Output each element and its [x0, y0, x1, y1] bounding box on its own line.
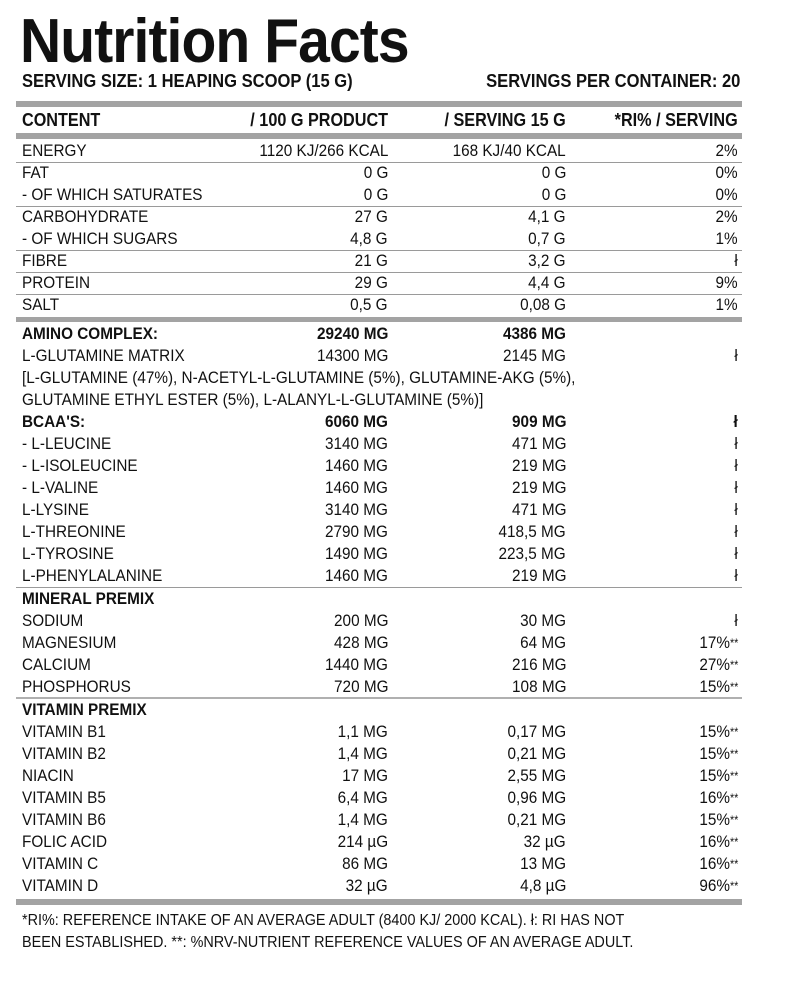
- table-row: [16, 228, 742, 250]
- table-row: [16, 787, 742, 809]
- row-name: PROTEIN: [22, 273, 91, 292]
- row-name: VITAMIN B1: [22, 722, 106, 741]
- nrv-marker: **: [729, 725, 738, 739]
- row-name: VITAMIN B6: [22, 810, 106, 829]
- table-row: [16, 184, 742, 206]
- divider-bar: [16, 899, 742, 905]
- row-ri: [699, 831, 738, 853]
- nrv-marker: **: [729, 791, 738, 805]
- row-per-100g: 0 G: [363, 185, 388, 204]
- row-name: - L-LEUCINE: [22, 434, 112, 453]
- ri-value: ł: [734, 611, 738, 630]
- row-name: NIACIN: [22, 766, 74, 785]
- row-per-serving: 0,21 MG: [507, 810, 566, 829]
- row-ri: [735, 499, 738, 521]
- ri-value: ł: [734, 251, 738, 270]
- row-name: FAT: [22, 163, 49, 182]
- row-ri: [699, 743, 738, 765]
- row-ri: ł: [733, 412, 738, 431]
- table-row: [16, 610, 742, 632]
- nrv-marker: **: [729, 680, 738, 694]
- row-ri: [716, 228, 738, 250]
- row-ri: [735, 433, 738, 455]
- row-per-100g: 1460 MG: [325, 456, 388, 475]
- row-ri: [716, 162, 738, 184]
- table-row: [16, 543, 742, 565]
- table-row: [16, 875, 742, 897]
- row-per-100g: 0,5 G: [350, 295, 388, 314]
- section-heading: MINERAL PREMIX: [22, 589, 155, 608]
- section-heading: VITAMIN PREMIX: [22, 700, 147, 719]
- ri-value: 15%: [698, 766, 730, 785]
- page-title: Nutrition Facts: [20, 7, 409, 76]
- row-ri: [699, 787, 738, 809]
- row-per-serving: 0,21 MG: [507, 744, 566, 763]
- row-per-100g: 32 µG: [346, 876, 388, 895]
- row-name: SODIUM: [22, 611, 84, 630]
- serving-info: [22, 70, 740, 92]
- table-row: [16, 521, 742, 543]
- ri-value: 1%: [715, 229, 738, 248]
- glutamine-row: [16, 345, 742, 367]
- row-name: ENERGY: [22, 141, 87, 160]
- row-per-100g: 29 G: [354, 273, 388, 292]
- glutamine-detail-line-1: [L-GLUTAMINE (47%), N-ACETYL-L-GLUTAMINE (5%), GLUTAMINE-AKG (5%),: [22, 368, 576, 387]
- glutamine-detail: [16, 389, 742, 411]
- row-per-serving: 168 KJ/40 KCAL: [452, 141, 566, 160]
- row-per-serving: 471 MG: [511, 434, 566, 453]
- row-per-serving: 3,2 G: [528, 251, 566, 270]
- row-per-serving: 0,08 G: [520, 295, 566, 314]
- row-name: FIBRE: [22, 251, 68, 270]
- row-per-100g: 720 MG: [333, 677, 388, 696]
- ri-value: ł: [734, 500, 738, 519]
- table-row: [16, 162, 742, 184]
- row-name: - L-ISOLEUCINE: [22, 456, 138, 475]
- row-per-100g: 29240 MG: [316, 324, 388, 343]
- table-row: [16, 654, 742, 676]
- row-name: L-THREONINE: [22, 522, 126, 541]
- row-ri: [716, 184, 738, 206]
- row-name: L-TYROSINE: [22, 544, 114, 563]
- row-per-100g: 1490 MG: [325, 544, 388, 563]
- ri-value: 15%: [698, 722, 730, 741]
- row-per-serving: 219 MG: [511, 478, 566, 497]
- amino-complex-row: [16, 323, 742, 345]
- row-name: VITAMIN B2: [22, 744, 106, 763]
- vitamin-premix-heading: [16, 699, 742, 721]
- table-row: [16, 743, 742, 765]
- row-name: - OF WHICH SATURATES: [22, 185, 203, 204]
- nrv-marker: **: [729, 879, 738, 893]
- ri-value: 0%: [715, 185, 738, 204]
- ri-value: 2%: [715, 141, 738, 160]
- ri-value: 15%: [698, 677, 730, 696]
- row-per-100g: 17 MG: [342, 766, 388, 785]
- ri-value: 16%: [698, 788, 730, 807]
- header-content: CONTENT: [22, 110, 101, 130]
- row-ri: [735, 543, 738, 565]
- row-per-serving: 418,5 MG: [498, 522, 566, 541]
- divider-bar: [16, 317, 742, 322]
- serving-size: SERVING SIZE: 1 HEAPING SCOOP (15 G): [22, 71, 353, 91]
- ri-value: ł: [734, 566, 738, 585]
- row-ri: [699, 632, 738, 654]
- bcaa-row: [16, 411, 742, 433]
- row-ri: [735, 477, 738, 499]
- row-per-serving: 64 MG: [520, 633, 566, 652]
- row-per-serving: 216 MG: [511, 655, 566, 674]
- footnote-line-2: BEEN ESTABLISHED. **: %NRV-NUTRIENT REFERENCE VALUES OF AN AVERAGE ADULT.: [22, 934, 634, 951]
- row-per-100g: 1,4 MG: [337, 744, 388, 763]
- nrv-marker: **: [729, 813, 738, 827]
- row-per-serving: 471 MG: [511, 500, 566, 519]
- table-header: [16, 109, 742, 131]
- table-row: [16, 853, 742, 875]
- ri-value: 15%: [698, 810, 730, 829]
- table-row: [16, 477, 742, 499]
- ri-value: ł: [734, 456, 738, 475]
- table-row: [16, 809, 742, 831]
- row-name: SALT: [22, 295, 60, 314]
- divider-bar: [16, 133, 742, 139]
- row-per-serving: 223,5 MG: [498, 544, 566, 563]
- ri-value: ł: [734, 434, 738, 453]
- nrv-marker: **: [729, 769, 738, 783]
- table-row: [16, 455, 742, 477]
- row-per-serving: 13 MG: [520, 854, 566, 873]
- table-row: [16, 721, 742, 743]
- row-ri: [699, 875, 738, 897]
- ri-value: ł: [734, 478, 738, 497]
- row-name: CALCIUM: [22, 655, 91, 674]
- row-per-100g: 6060 MG: [325, 412, 388, 431]
- row-ri: [699, 809, 738, 831]
- row-ri: [716, 294, 738, 316]
- row-per-serving: 4,4 G: [528, 273, 566, 292]
- ri-value: ł: [734, 522, 738, 541]
- table-row: [16, 676, 742, 698]
- row-name: BCAA'S:: [22, 412, 86, 431]
- row-name: L-PHENYLALANINE: [22, 566, 163, 585]
- row-per-100g: 3140 MG: [325, 500, 388, 519]
- row-ri: [699, 721, 738, 743]
- row-per-100g: 200 MG: [333, 611, 388, 630]
- row-per-serving: 0,17 MG: [507, 722, 566, 741]
- row-per-100g: 1440 MG: [325, 655, 388, 674]
- nrv-marker: **: [729, 747, 738, 761]
- ri-value: 15%: [698, 744, 730, 763]
- row-name: AMINO COMPLEX:: [22, 324, 158, 343]
- row-per-100g: 2790 MG: [325, 522, 388, 541]
- row-per-serving: 909 MG: [511, 412, 566, 431]
- row-name: VITAMIN D: [22, 876, 99, 895]
- table-row: [16, 831, 742, 853]
- row-name: PHOSPHORUS: [22, 677, 131, 696]
- ri-value: 27%: [698, 655, 730, 674]
- row-name: MAGNESIUM: [22, 633, 117, 652]
- table-row: [16, 250, 742, 272]
- row-ri: [735, 455, 738, 477]
- row-per-serving: 0,96 MG: [507, 788, 566, 807]
- row-per-serving: 2,55 MG: [507, 766, 566, 785]
- row-per-serving: 4,8 µG: [519, 876, 566, 895]
- row-per-100g: 1,4 MG: [337, 810, 388, 829]
- ri-value: 16%: [698, 854, 730, 873]
- row-ri: ł: [734, 346, 738, 365]
- row-per-100g: 3140 MG: [325, 434, 388, 453]
- row-per-serving: 0,7 G: [528, 229, 566, 248]
- row-name: VITAMIN C: [22, 854, 99, 873]
- ri-value: ł: [734, 544, 738, 563]
- ri-value: 0%: [715, 163, 738, 182]
- row-per-serving: 219 MG: [511, 566, 566, 585]
- mineral-premix-heading: [16, 588, 742, 610]
- servings-per-container: SERVINGS PER CONTAINER: 20: [485, 71, 740, 91]
- table-row: [16, 140, 742, 162]
- row-ri: [716, 272, 738, 294]
- row-per-100g: 14300 MG: [316, 346, 388, 365]
- ri-value: 2%: [715, 207, 738, 226]
- row-per-100g: 428 MG: [333, 633, 388, 652]
- row-per-100g: 4,8 G: [350, 229, 388, 248]
- row-per-100g: 27 G: [354, 207, 388, 226]
- row-name: L-GLUTAMINE MATRIX: [22, 346, 185, 365]
- footnote-line-1: *RI%: REFERENCE INTAKE OF AN AVERAGE ADULT (8400 KJ/ 2000 KCAL). ł: RI HAS NOT: [22, 912, 625, 929]
- row-per-serving: 219 MG: [511, 456, 566, 475]
- row-name: VITAMIN B5: [22, 788, 106, 807]
- row-per-100g: 1,1 MG: [337, 722, 388, 741]
- row-per-serving: 32 µG: [524, 832, 566, 851]
- row-name: - L-VALINE: [22, 478, 99, 497]
- glutamine-detail-line-2: GLUTAMINE ETHYL ESTER (5%), L-ALANYL-L-GLUTAMINE (5%)]: [22, 390, 484, 409]
- row-ri: [735, 565, 738, 587]
- ri-value: 17%: [698, 633, 730, 652]
- row-per-100g: 1460 MG: [325, 478, 388, 497]
- nrv-marker: **: [729, 658, 738, 672]
- row-name: CARBOHYDRATE: [22, 207, 149, 226]
- row-per-100g: 86 MG: [342, 854, 388, 873]
- ri-value: 16%: [698, 832, 730, 851]
- nrv-marker: **: [729, 835, 738, 849]
- row-per-serving: 2145 MG: [503, 346, 566, 365]
- row-ri: [699, 654, 738, 676]
- row-per-serving: 30 MG: [520, 611, 566, 630]
- header-ri: *RI% / SERVING: [614, 110, 738, 130]
- row-per-serving: 0 G: [541, 163, 566, 182]
- table-row: [16, 294, 742, 316]
- row-per-serving: 0 G: [541, 185, 566, 204]
- row-ri: [699, 853, 738, 875]
- table-row: [16, 765, 742, 787]
- ri-value: 96%: [698, 876, 730, 895]
- row-name: L-LYSINE: [22, 500, 89, 519]
- row-ri: [716, 140, 738, 162]
- row-per-100g: 0 G: [363, 163, 388, 182]
- table-row: [16, 565, 742, 587]
- row-name: FOLIC ACID: [22, 832, 108, 851]
- glutamine-detail: [16, 367, 742, 389]
- table-row: [16, 499, 742, 521]
- row-per-serving: 108 MG: [511, 677, 566, 696]
- row-ri: [735, 250, 738, 272]
- row-per-serving: 4386 MG: [503, 324, 566, 343]
- header-per-serving: / SERVING 15 G: [444, 110, 566, 130]
- row-ri: [699, 676, 738, 698]
- row-ri: [735, 610, 738, 632]
- table-row: [16, 206, 742, 228]
- ri-value: 1%: [715, 295, 738, 314]
- nrv-marker: **: [729, 857, 738, 871]
- header-per-100g: / 100 G PRODUCT: [250, 110, 388, 130]
- row-per-100g: 214 µG: [337, 832, 388, 851]
- row-per-100g: 1120 KJ/266 KCAL: [258, 141, 388, 160]
- row-per-serving: 4,1 G: [528, 207, 566, 226]
- table-row: [16, 272, 742, 294]
- row-per-100g: 6,4 MG: [337, 788, 388, 807]
- table-row: [16, 433, 742, 455]
- row-ri: [716, 206, 738, 228]
- row-per-100g: 1460 MG: [325, 566, 388, 585]
- nrv-marker: **: [729, 636, 738, 650]
- footnote: [22, 910, 742, 954]
- row-ri: [735, 521, 738, 543]
- ri-value: 9%: [715, 273, 738, 292]
- divider-bar: [16, 101, 742, 107]
- table-row: [16, 632, 742, 654]
- row-ri: [699, 765, 738, 787]
- row-per-100g: 21 G: [354, 251, 388, 270]
- row-name: - OF WHICH SUGARS: [22, 229, 178, 248]
